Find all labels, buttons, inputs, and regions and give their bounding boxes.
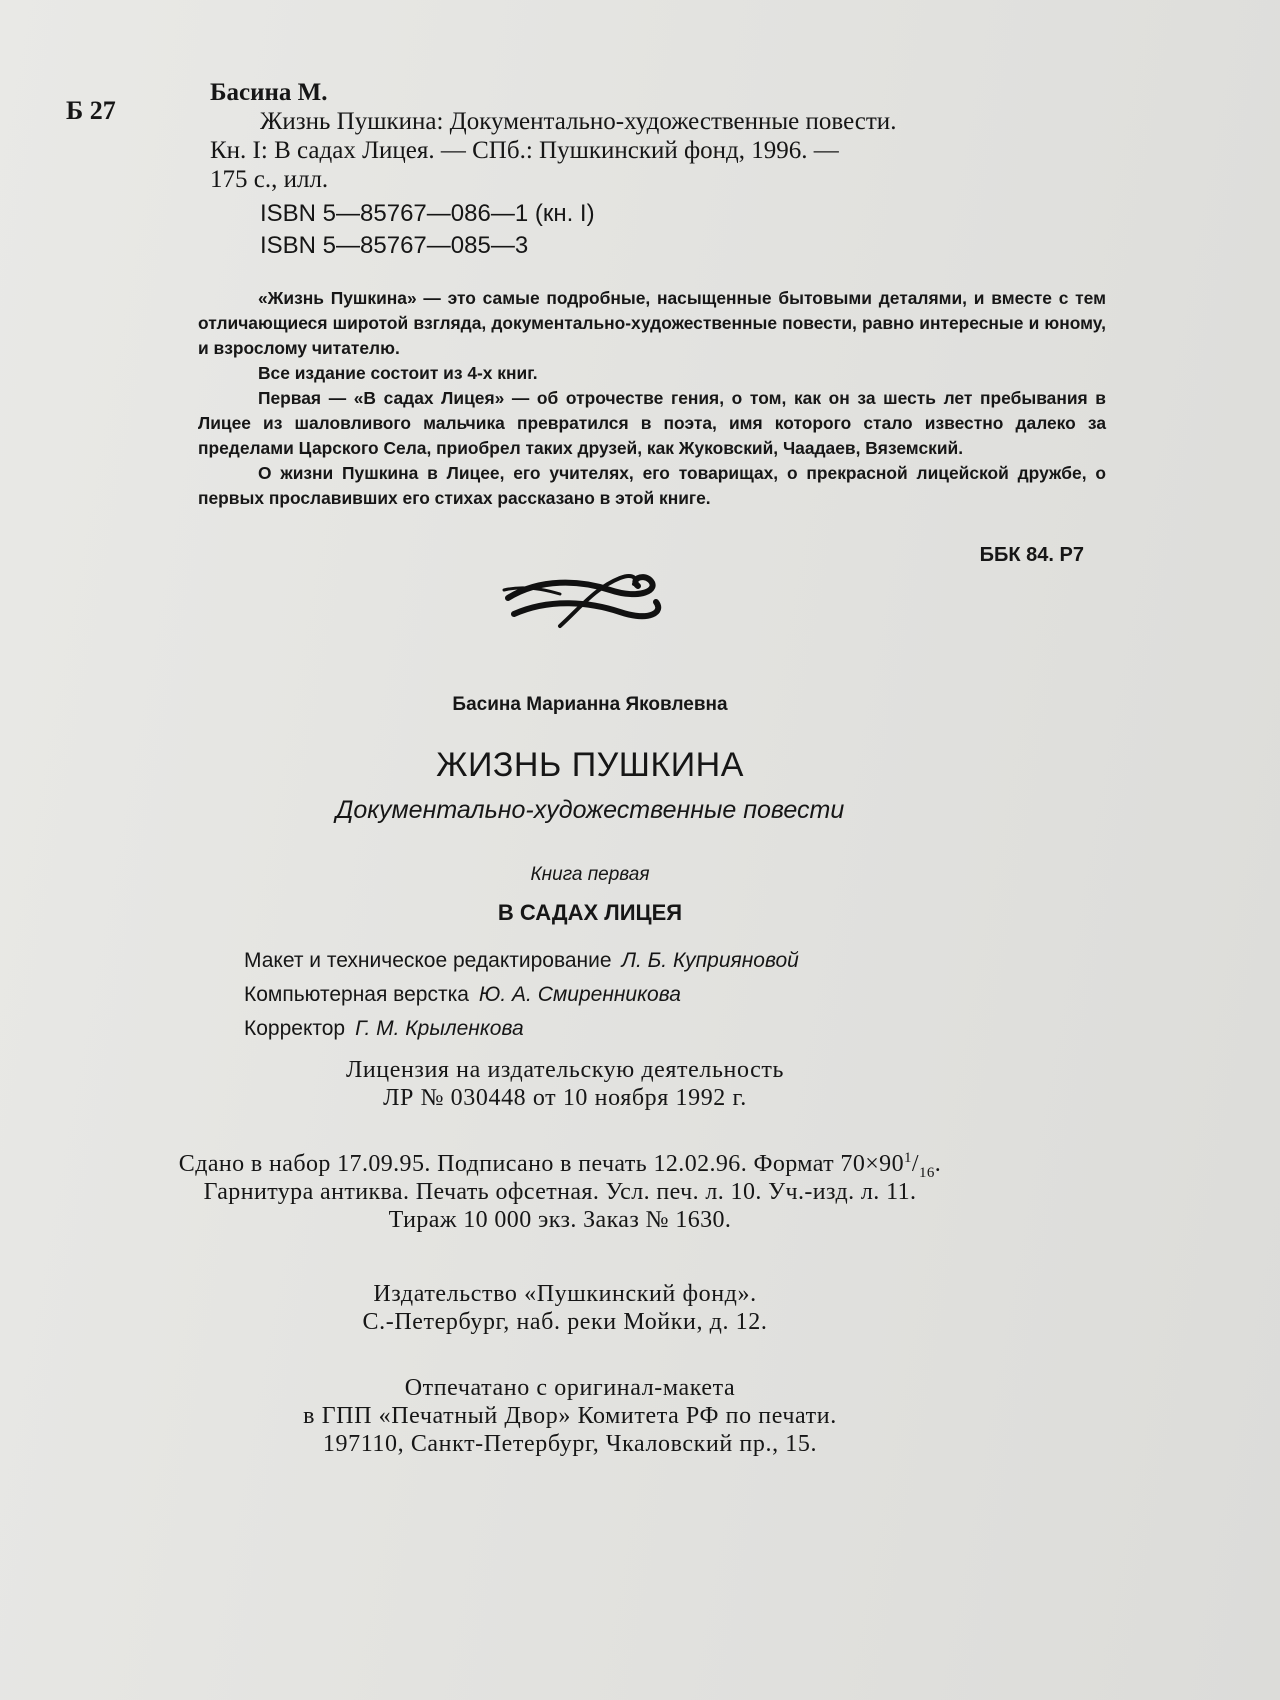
- bib-book-line: Кн. I: В садах Лицея. — СПб.: Пушкинский фонд, 1996. —: [210, 137, 839, 164]
- printer-line: 197110, Санкт-Петербург, Чкаловский пр., 15.: [322, 1431, 818, 1457]
- format-numerator: 1: [903, 1150, 912, 1166]
- volume-title: В САДАХ ЛИЦЕЯ: [497, 900, 683, 925]
- license-info: [0, 1056, 1130, 1112]
- book-title: ЖИЗНЬ ПУШКИНА: [436, 746, 744, 784]
- license-line: ЛР № 030448 от 10 ноября 1992 г.: [383, 1085, 747, 1111]
- bib-pages-line: 175 с., илл.: [210, 166, 329, 193]
- annotation: [198, 286, 1106, 511]
- print-line-text: Сдано в набор 17.09.95. Подписано в печать 12.02.96. Формат 70×90: [178, 1151, 904, 1177]
- isbn-book: ISBN 5—85767—086—1 (кн. I): [260, 200, 595, 227]
- credit-row: [244, 1012, 799, 1046]
- bbk-index: ББК 84. Р7: [979, 544, 1084, 566]
- credit-role: Компьютерная верстка: [244, 983, 469, 1006]
- volume-number: Книга первая: [530, 864, 650, 885]
- printer-info: [0, 1374, 1140, 1458]
- printer-line: в ГПП «Печатный Двор» Комитета РФ по печати.: [303, 1403, 837, 1429]
- credit-role: Корректор: [244, 1017, 346, 1040]
- bib-title-line: Жизнь Пушкина: Документально-художественные повести.: [260, 108, 897, 135]
- print-line: Гарнитура антиква. Печать офсетная. Усл. печ. л. 10. Уч.-изд. л. 11.: [203, 1179, 917, 1205]
- print-line: Сдано в набор 17.09.95. Подписано в печать 12.02.96. Формат $70\times 90^1/_{16}$.: [178, 1150, 942, 1181]
- flourish-ornament-icon: [500, 568, 670, 636]
- book-subtitle: Документально-художественные повести: [335, 796, 845, 824]
- publisher-info: [0, 1280, 1130, 1336]
- annotation-paragraph: Все издание состоит из 4-х книг.: [258, 363, 538, 383]
- credit-role: Макет и техническое редактирование: [244, 949, 612, 972]
- annotation-paragraph: «Жизнь Пушкина» — это самые подробные, насыщенные бытовыми деталями, и вместе с тем отличающиеся широтой взгляда, документально-художественные повести, равно интересные и юному, и взрослому читателю.: [198, 288, 1106, 358]
- publisher-line: С.-Петербург, наб. реки Мойки, д. 12.: [362, 1309, 768, 1335]
- credit-name: Г. М. Крыленкова: [355, 1017, 524, 1040]
- license-line: Лицензия на издательскую деятельность: [345, 1057, 785, 1083]
- credit-row: [244, 978, 799, 1012]
- isbn-set: ISBN 5—85767—085—3: [260, 232, 529, 259]
- author-full-name: Басина Марианна Яковлевна: [452, 694, 728, 715]
- publisher-line: Издательство «Пушкинский фонд».: [373, 1281, 757, 1307]
- annotation-paragraph: О жизни Пушкина в Лицее, его учителях, его товарищах, о прекрасной лицейской дружбе, о первых прославивших его стихах рассказано в этой книге.: [198, 463, 1106, 508]
- credit-name: Л. Б. Куприяновой: [621, 949, 799, 972]
- format-denominator: 16: [918, 1164, 935, 1181]
- credit-name: Ю. А. Смиренникова: [478, 983, 681, 1006]
- annotation-paragraph: Первая — «В садах Лицея» — об отрочестве гения, о том, как он за шесть лет пребывания в Лицее из шаловливого мальчика превратился в поэта, имя которого стало известно далеко за пределами Царского Села, приобрел таких друзей, как Жуковский, Чаадаев, Вяземский.: [198, 388, 1106, 458]
- credits: [244, 944, 799, 1046]
- printer-line: Отпечатано с оригинал-макета: [404, 1375, 736, 1401]
- library-code: Б 27: [66, 96, 116, 125]
- print-line: Тираж 10 000 экз. Заказ № 1630.: [388, 1207, 732, 1233]
- bib-author: Басина М.: [210, 79, 328, 106]
- credit-row: [244, 944, 799, 978]
- print-details: [0, 1150, 1120, 1234]
- bibliographic-record: [210, 78, 1090, 262]
